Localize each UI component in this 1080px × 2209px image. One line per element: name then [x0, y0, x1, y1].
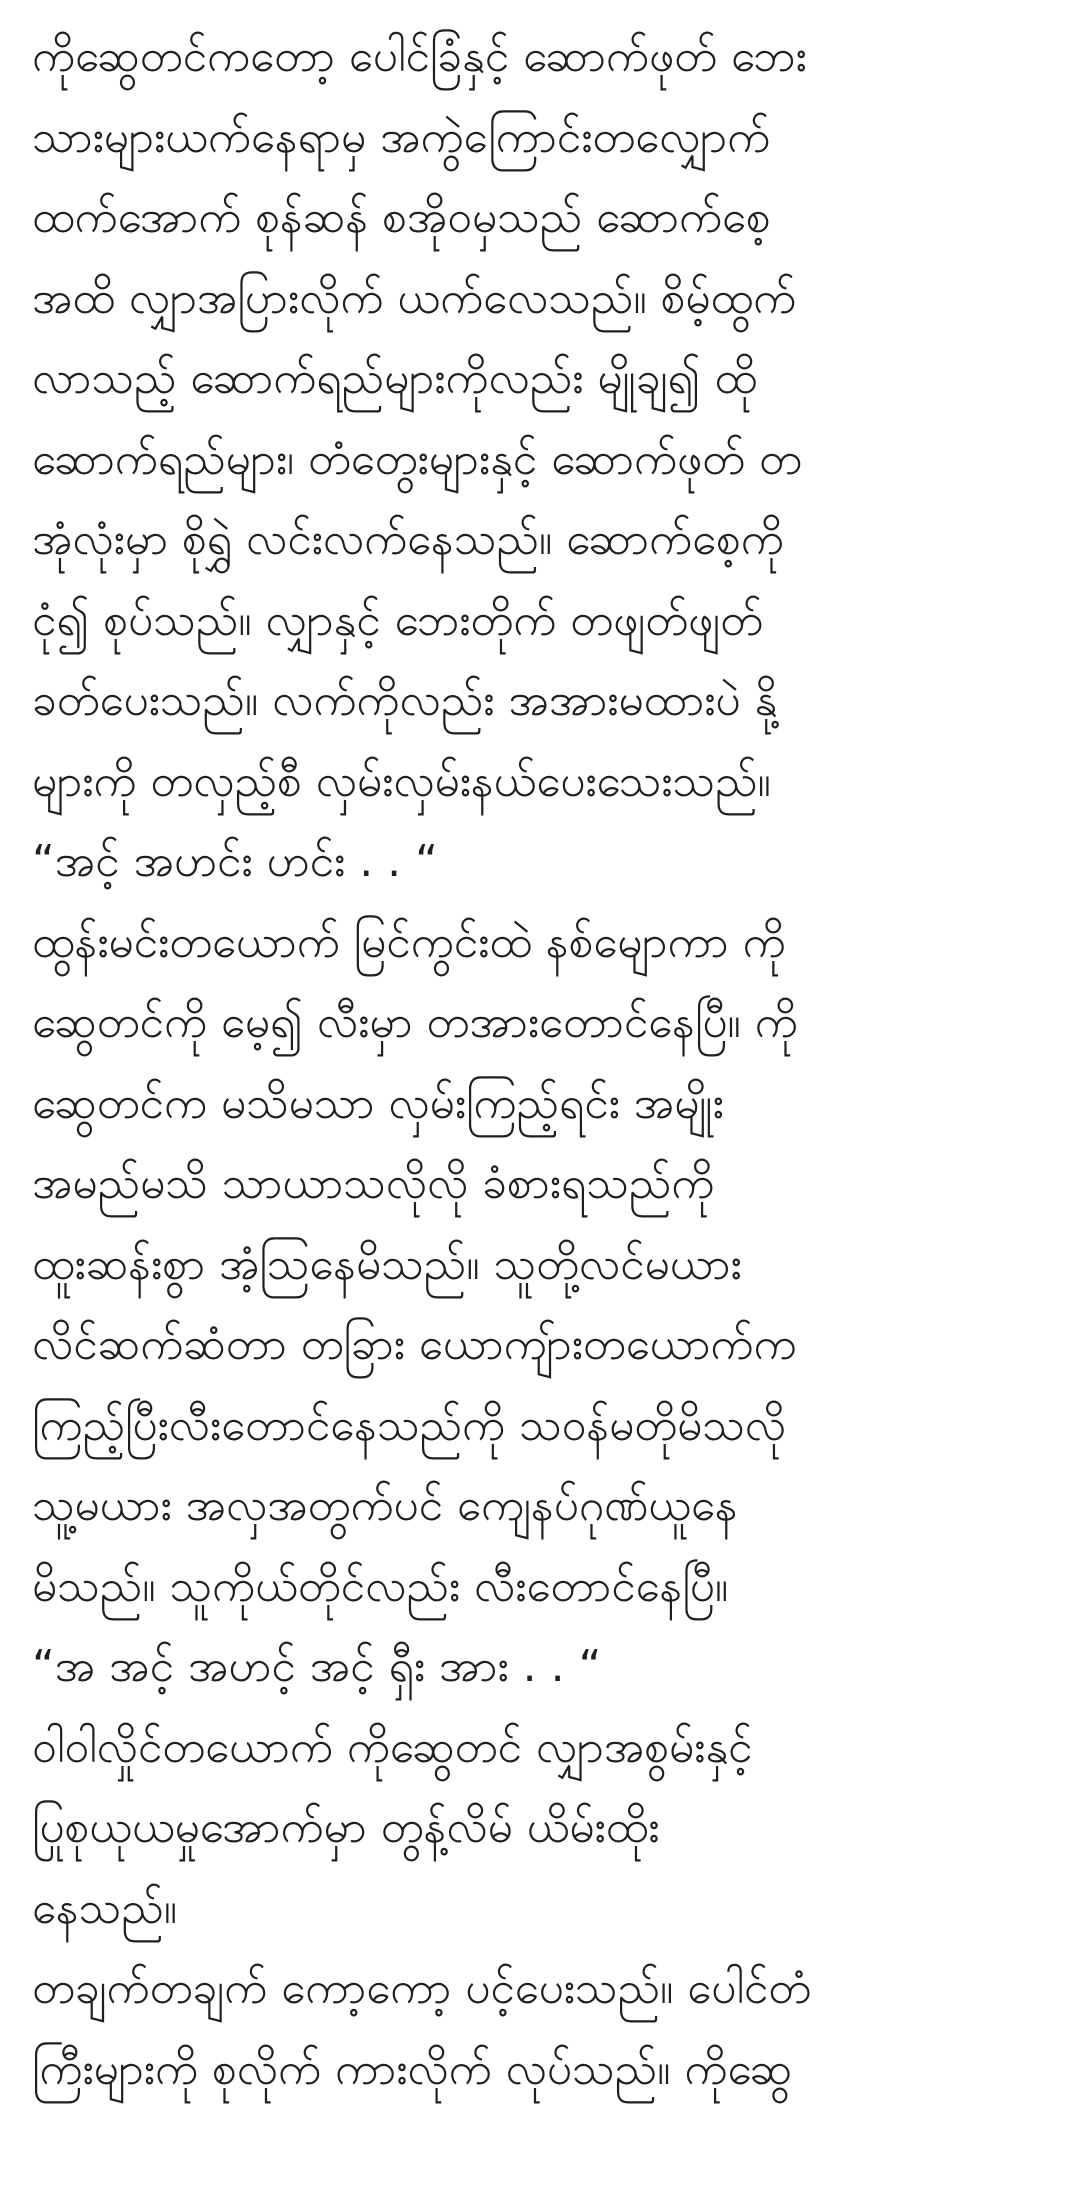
text-line: ထူးဆန်းစွာ အံ့သြနေမိသည်။ သူတို့လင်မယား — [32, 1238, 742, 1290]
text-line: ငုံ၍ စုပ်သည်။ လျှာနှင့် ဘေးတိုက် တဖျတ်ဖျတ် — [32, 594, 763, 646]
text-line: ထွန်းမင်းတယောက် မြင်ကွင်းထဲ နစ်မျောကာ ကို — [32, 916, 786, 968]
text-line: ကိုဆွေတင်ကတော့ ပေါင်ခြံနှင့် ဆောက်ဖုတ် ဘေး — [32, 31, 807, 82]
text-line: အုံလုံးမှာ စိုရွှဲ လင်းလက်နေသည်။ ဆောက်စေ့ကို — [32, 514, 784, 565]
text-line: အထိ လျှာအပြားလိုက် ယက်လေသည်။ စိမ့်ထွက် — [32, 272, 797, 324]
text-line: တချက်တချက် ကော့ကော့ ပင့်ပေးသည်။ ပေါင်တံ — [32, 1963, 812, 2014]
text-line: လိင်ဆက်ဆံတာ တခြား ယောကျ်ားတယောက်က — [32, 1319, 797, 1370]
text-line: သူ့မယား အလှအတွက်ပင် ကျေနပ်ဂုဏ်ယူနေ — [32, 1480, 738, 1531]
text-line: ဝါဝါလှိုင်တယောက် ကိုဆွေတင် လျှာအစွမ်းနှင့် — [32, 1721, 753, 1773]
quote-line: “အ အင့် အဟင့် အင့် ရှီး အား . . “ — [32, 1641, 602, 1692]
text-line: များကို တလှည့်စီ လှမ်းလှမ်းနယ်ပေးသေးသည်။ — [32, 755, 771, 807]
text-line: ပြုစုယုယမှုအောက်မှာ တွန့်လိမ် ယိမ်းထိုး — [32, 1802, 660, 1853]
text-line: ခတ်ပေးသည်။ လက်ကိုလည်း အအားမထားပဲ နို့ — [32, 675, 778, 726]
text-line: သားများယက်နေရာမှ အကွဲကြောင်းတလျှောက် — [32, 111, 771, 163]
text-line: ကြည့်ပြီးလီးတောင်နေသည်ကို သဝန်မတိုမိသလို — [32, 1399, 786, 1451]
text-line: မိသည်။ သူကိုယ်တိုင်လည်း လီးတောင်နေပြီ။ — [32, 1560, 729, 1612]
body-text — [32, 0, 1062, 2110]
text-line: နေသည်။ — [32, 1882, 178, 1934]
text-line: ထက်အောက် စုန်ဆန် စအိုဝမှသည် ဆောက်စေ့ — [32, 192, 771, 243]
text-line: ဆွေတင်ကို မေ့၍ လီးမှာ တအားတောင်နေပြီ။ ကို — [32, 997, 798, 1048]
text-line: လာသည့် ဆောက်ရည်များကိုလည်း မျိုချ၍ ထို — [32, 353, 757, 404]
text-line: ဆောက်ရည်များ၊ တံတွေးများနှင့် ဆောက်ဖုတ် တ — [32, 433, 802, 485]
text-line: ကြီးများကို စုလိုက် ကားလိုက် လုပ်သည်။ ကိုဆွေ — [32, 2043, 793, 2095]
quote-line: “အင့် အဟင်း ဟင်း . . “ — [32, 836, 438, 887]
text-line: ဆွေတင်က မသိမသာ လှမ်းကြည့်ရင်း အမျိုး — [32, 1077, 724, 1129]
text-line: အမည်မသိ သာယာသလိုလို ခံစားရသည်ကို — [32, 1158, 715, 1209]
